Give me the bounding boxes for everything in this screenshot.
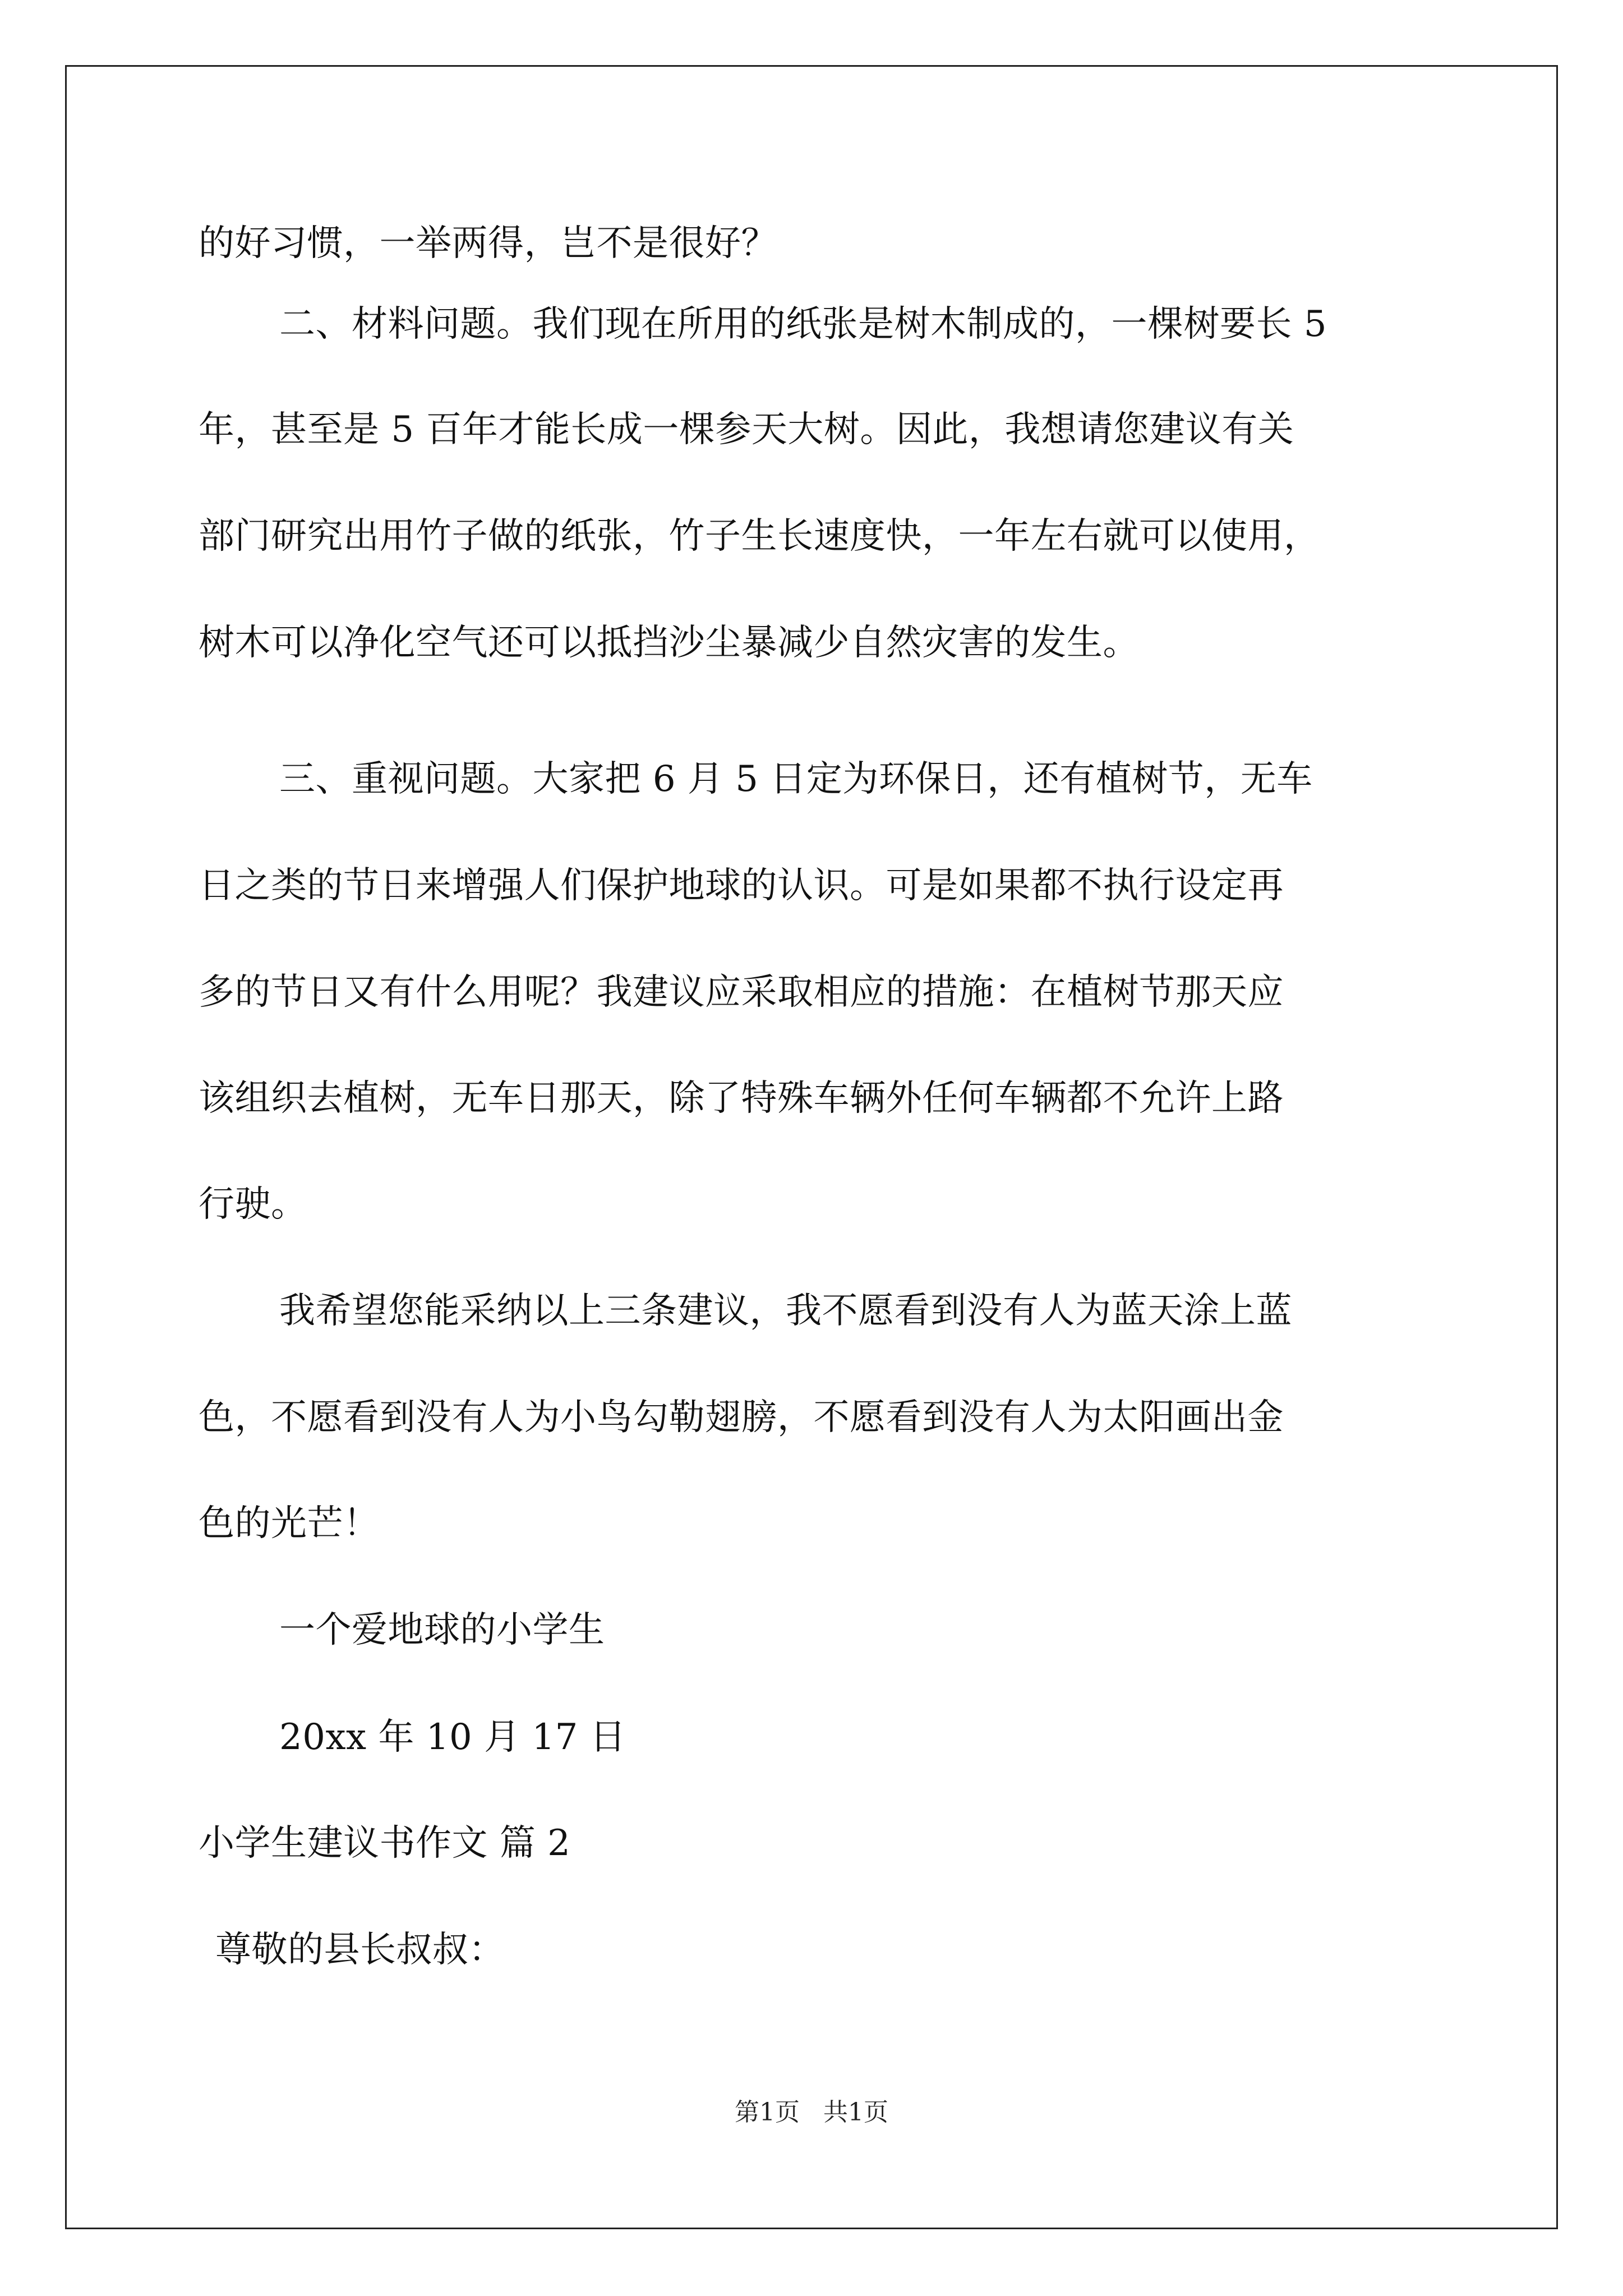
paragraph-materials-line-1: 二、材料问题。我们现在所用的纸张是树木制成的，一棵树要长 5 — [279, 303, 1327, 345]
page-footer: 第1页 共1页 — [735, 2098, 888, 2127]
date: 20xx 年 10 月 17 日 — [279, 1717, 626, 1758]
signature: 一个爱地球的小学生 — [279, 1609, 605, 1651]
paragraph-hope-line-2: 色，不愿看到没有人为小鸟勾勒翅膀，不愿看到没有人为太阳画出金 — [199, 1397, 1284, 1438]
salutation: 尊敬的县长叔叔： — [215, 1929, 505, 1971]
paragraph-importance-line-1: 三、重视问题。大家把 6 月 5 日定为环保日，还有植树节，无车 — [279, 758, 1313, 800]
paragraph-importance-line-4: 该组织去植树，无车日那天，除了特殊车辆外任何车辆都不允许上路 — [199, 1078, 1284, 1119]
paragraph-hope-line-3: 色的光芒！ — [199, 1503, 380, 1544]
paragraph-importance-line-2: 日之类的节日来增强人们保护地球的认识。可是如果都不执行设定再 — [199, 865, 1284, 907]
paragraph-materials-line-4: 树木可以净化空气还可以抵挡沙尘暴减少自然灾害的发生。 — [199, 622, 1139, 664]
section-heading: 小学生建议书作文 篇 2 — [199, 1823, 571, 1864]
page-border — [65, 65, 1558, 2229]
paragraph-hope-line-1: 我希望您能采纳以上三条建议，我不愿看到没有人为蓝天涂上蓝 — [279, 1290, 1292, 1332]
paragraph-1-line-end: 的好习惯，一举两得，岂不是很好？ — [199, 223, 777, 264]
paragraph-importance-line-3: 多的节日又有什么用呢？我建议应采取相应的措施：在植树节那天应 — [199, 972, 1284, 1013]
paragraph-importance-line-5: 行驶。 — [199, 1184, 307, 1225]
paragraph-materials-line-3: 部门研究出用竹子做的纸张，竹子生长速度快，一年左右就可以使用， — [199, 516, 1320, 557]
paragraph-materials-line-2: 年，甚至是 5 百年才能长成一棵参天大树。因此，我想请您建议有关 — [199, 409, 1294, 450]
